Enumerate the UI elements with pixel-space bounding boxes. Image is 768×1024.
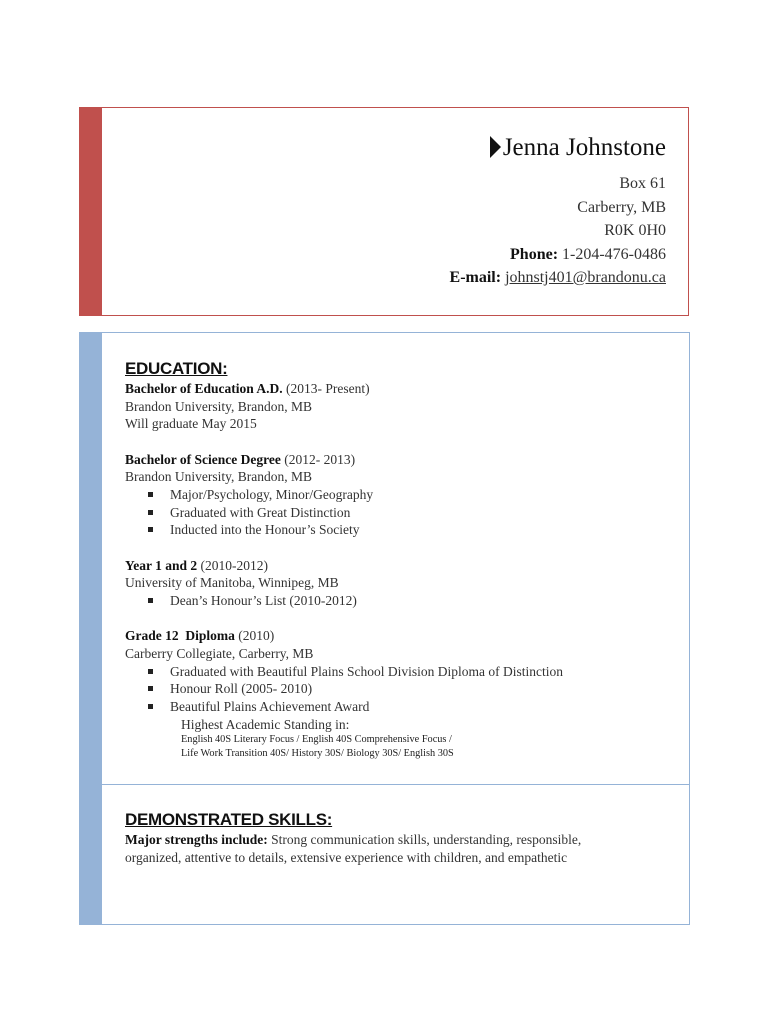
degree-dates: (2010-2012) xyxy=(197,557,269,573)
degree-title: Bachelor of Science Degree xyxy=(125,451,281,467)
education-section xyxy=(125,358,679,762)
bullet-list xyxy=(125,592,679,610)
contact-info xyxy=(450,132,666,290)
award-subjects-line-2: Life Work Transition 40S/ History 30S/ Biology 30S/ English 30S xyxy=(181,748,454,760)
address-line-3: R0K 0H0 xyxy=(604,222,666,239)
bullet-list xyxy=(125,486,679,539)
skills-section xyxy=(125,809,679,867)
degree-title: Bachelor of Education A.D. xyxy=(125,381,283,396)
graduation-note: Will graduate May 2015 xyxy=(125,416,257,432)
bullet-item: Major/Psychology, Minor/Geography xyxy=(125,486,679,504)
institution: Brandon University, Brandon, MB xyxy=(125,469,312,485)
phone-line xyxy=(450,243,666,267)
degree-title: Year 1 and 2 xyxy=(125,557,198,573)
email-link[interactable]: johnstj401@brandonu.ca xyxy=(505,269,666,286)
triangle-marker-icon xyxy=(490,136,501,158)
bullet-item: Inducted into the Honour’s Society xyxy=(125,521,679,539)
award-subjects-line-1: English 40S Literary Focus / English 40S Comprehensive Focus / xyxy=(181,733,452,745)
contact-header xyxy=(79,107,689,316)
bullet-item: Dean’s Honour’s List (2010-2012) xyxy=(125,592,679,610)
bullet-item: Beautiful Plains Achievement Award xyxy=(125,698,679,716)
skills-text xyxy=(125,831,679,867)
bullet-item: Honour Roll (2005- 2010) xyxy=(125,680,679,698)
degree-dates: (2012- 2013) xyxy=(280,451,356,467)
education-entry xyxy=(125,557,679,610)
header-accent-bar xyxy=(80,108,102,315)
body-accent-bar xyxy=(80,333,102,924)
skills-text-line-1: Strong communication skills, understanding, responsible, xyxy=(267,832,582,847)
phone-label: Phone: xyxy=(510,245,559,263)
degree-dates: (2013- Present) xyxy=(282,381,370,396)
bullet-item: Graduated with Great Distinction xyxy=(125,504,679,522)
skills-text-line-2: organized, attentive to details, extensive experience with children, and empathetic xyxy=(125,850,568,865)
section-divider xyxy=(102,784,689,785)
award-heading: Highest Academic Standing in: xyxy=(181,716,350,732)
address-line-1: Box 61 xyxy=(619,175,666,192)
name-heading xyxy=(450,132,666,164)
email-line xyxy=(450,266,666,290)
education-entry xyxy=(125,627,679,762)
skills-title: DEMONSTRATED SKILLS: xyxy=(125,810,333,829)
bullet-list xyxy=(125,663,679,716)
education-entry xyxy=(125,451,679,540)
skills-label: Major strengths include: xyxy=(125,832,268,847)
applicant-name: Jenna Johnstone xyxy=(502,134,666,161)
email-label: E-mail: xyxy=(449,269,502,286)
degree-title: Grade 12 Diploma xyxy=(125,628,235,644)
address-line-2: Carberry, MB xyxy=(577,198,666,216)
institution: Brandon University, Brandon, MB xyxy=(125,398,312,414)
education-entry xyxy=(125,380,679,433)
resume-body xyxy=(79,332,690,925)
phone-number: 1-204-476-0486 xyxy=(562,245,666,263)
degree-dates: (2010) xyxy=(234,628,275,644)
bullet-item: Graduated with Beautiful Plains School Division Diploma of Distinction xyxy=(125,663,679,681)
education-title: EDUCATION: xyxy=(125,359,228,378)
institution: University of Manitoba, Winnipeg, MB xyxy=(125,575,339,591)
institution: Carberry Collegiate, Carberry, MB xyxy=(125,645,314,661)
